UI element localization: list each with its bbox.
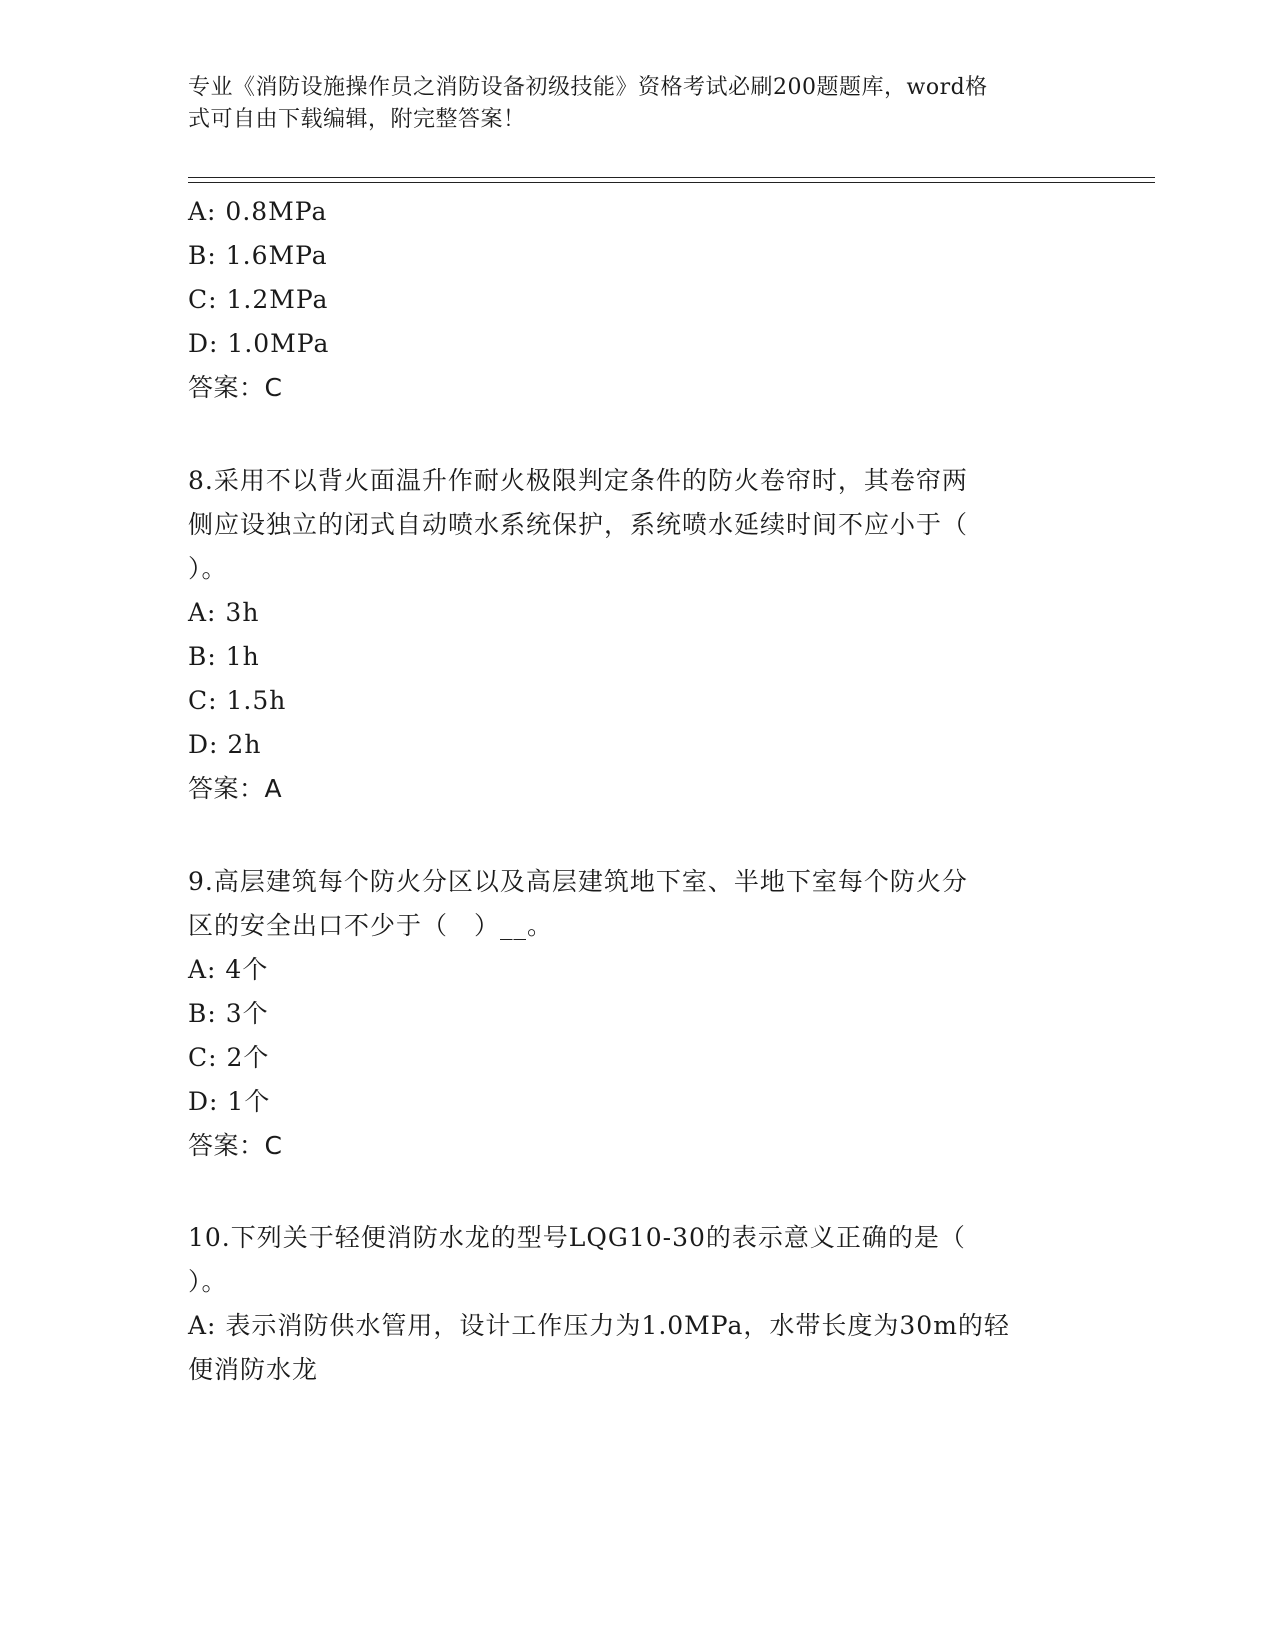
header-line-2: 式可自由下载编辑，附完整答案！ [188,107,526,132]
q10-option-a-line-2: 便消防水龙 [188,1355,319,1384]
q9-stem-line-1: 9.高层建筑每个防火分区以及高层建筑地下室、半地下室每个防火分 [188,867,968,896]
q10-stem-line-2: ）。 [188,1267,228,1296]
q8-option-b: B: 1h [188,642,260,671]
q9-stem-line-2: 区的安全出口不少于（ ）__。 [188,911,554,940]
q7-option-c: C: 1.2MPa [188,285,329,314]
q7-option-d: D: 1.0MPa [188,329,330,358]
document-header [188,72,1068,136]
q10-option-a-line-1: A: 表示消防供水管用，设计工作压力为1.0MPa，水带长度为30m的轻 [188,1311,1010,1340]
q8-option-a: A: 3h [188,598,260,627]
q9-option-b: B: 3个 [188,999,269,1028]
q7-answer: 答案：C [188,373,283,402]
q9-option-d: D: 1个 [188,1087,271,1116]
q9-option-a: A: 4个 [188,955,269,984]
header-divider-bottom [188,182,1155,183]
q8-stem-line-2: 侧应设独立的闭式自动喷水系统保护，系统喷水延续时间不应小于（ [188,510,969,539]
q9-answer: 答案：C [188,1131,283,1160]
q7-option-a: A: 0.8MPa [188,197,328,226]
q8-answer: 答案：A [188,774,283,803]
q10-stem-line-1: 10.下列关于轻便消防水龙的型号LQG10-30的表示意义正确的是（ [188,1223,966,1252]
header-line-1: 专业《消防设施操作员之消防设备初级技能》资格考试必刷200题题库，word格 [188,75,988,100]
q9-option-c: C: 2个 [188,1043,270,1072]
q8-option-d: D: 2h [188,730,262,759]
q8-stem-line-3: ）。 [188,554,228,583]
q7-option-b: B: 1.6MPa [188,241,328,270]
q8-stem-line-1: 8.采用不以背火面温升作耐火极限判定条件的防火卷帘时，其卷帘两 [188,466,968,495]
header-divider-top [188,177,1155,178]
q8-option-c: C: 1.5h [188,686,287,715]
